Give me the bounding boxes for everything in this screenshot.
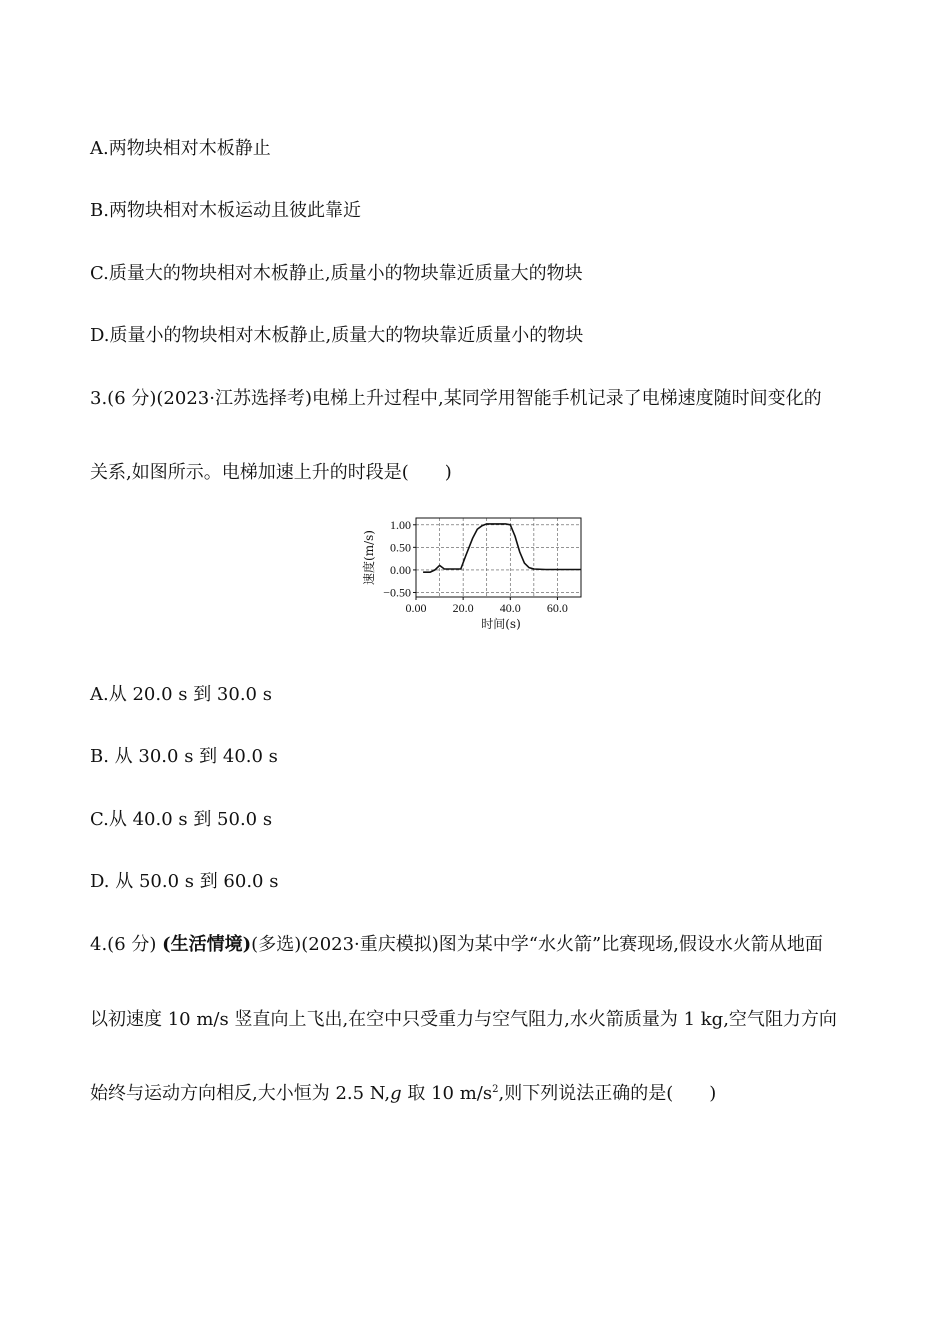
q4-stem-line2: 以初速度 10 m/s 竖直向上飞出,在空中只受重力与空气阻力,水火箭质量为 1 kg,空气阻力方向 (90, 1009, 837, 1030)
q3-stem-line2: 关系,如图所示。电梯加速上升的时段是( ) (90, 462, 452, 483)
q2-option-a: A.两物块相对木板静止 (90, 138, 271, 159)
y-tick-label: −0.50 (383, 585, 411, 600)
q4-number: 4.(6 分) (90, 934, 163, 955)
velocity-time-chart (355, 508, 595, 638)
q2-option-b: B.两物块相对木板运动且彼此靠近 (90, 200, 361, 221)
x-tick-label: 40.0 (499, 601, 521, 615)
q4-context-tag: (生活情境) (162, 934, 252, 955)
y-tick-label: 1.00 (390, 517, 411, 532)
x-tick-label: 0.00 (405, 601, 427, 615)
y-axis-label: 速度(m/s) (362, 530, 376, 585)
q4-stem-line3 (90, 1082, 716, 1106)
q3-option-c: C.从 40.0 s 到 50.0 s (90, 809, 273, 830)
x-tick-label: 60.0 (546, 601, 568, 615)
q4-line3-part-a: 始终与运动方向相反,大小恒为 2.5 N, (90, 1083, 391, 1104)
q3-stem-line1: 3.(6 分)(2023·江苏选择考)电梯上升过程中,某同学用智能手机记录了电梯速度随时间变化的 (90, 388, 822, 409)
q3-option-a: A.从 20.0 s 到 30.0 s (90, 684, 272, 705)
y-tick-label: 0.00 (390, 562, 411, 577)
q3-option-d: D. 从 50.0 s 到 60.0 s (90, 871, 279, 892)
q4-line3-part-c: ,则下列说法正确的是( ) (498, 1083, 717, 1104)
q2-option-c: C.质量大的物块相对木板静止,质量小的物块靠近质量大的物块 (90, 263, 583, 284)
q3-option-b: B. 从 30.0 s 到 40.0 s (90, 746, 278, 767)
plot-frame (416, 518, 581, 597)
q2-option-d: D.质量小的物块相对木板静止,质量大的物块靠近质量小的物块 (90, 325, 584, 346)
x-axis-label: 时间(s) (481, 617, 521, 631)
q4-line3-part-b: 取 10 m/s (401, 1083, 493, 1104)
q4-g-symbol: g (390, 1083, 402, 1104)
q4-line1-text: (多选)(2023·重庆模拟)图为某中学“水火箭”比赛现场,假设水火箭从地面 (251, 934, 823, 955)
q4-stem-line1 (90, 933, 823, 957)
y-tick-label: 0.50 (390, 540, 411, 555)
q4-exponent: 2 (492, 1084, 499, 1095)
x-tick-label: 20.0 (452, 601, 474, 615)
chart-grid (416, 518, 581, 597)
